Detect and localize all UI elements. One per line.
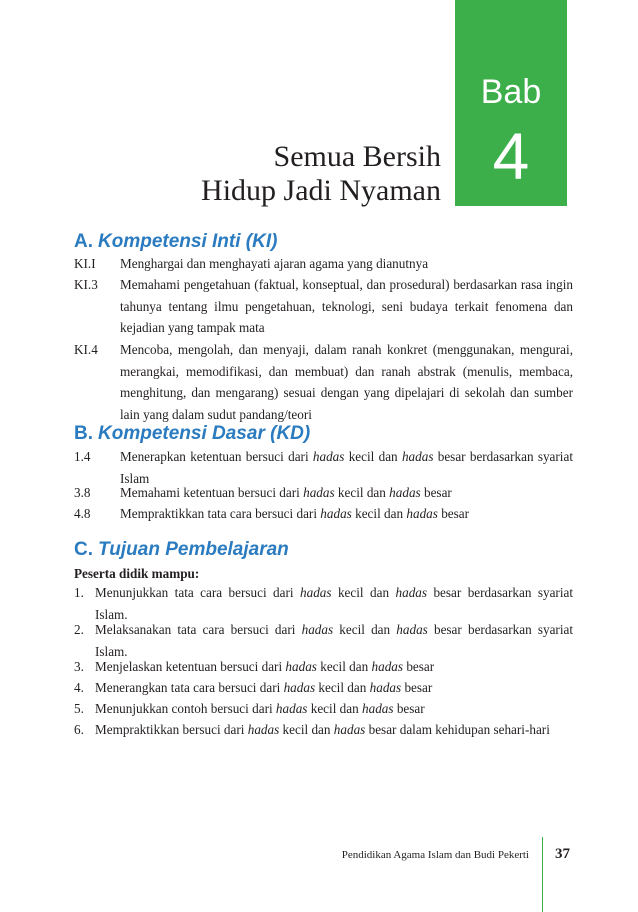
item-text: Memahami pengetahuan (faktual, konseptual, dan prosedural) berdasarkan rasa ingin tahunya tentang ilmu pengetahuan, teknologi, seni budaya terkait fenomena dan kejadian yang tampak mata bbox=[120, 277, 573, 335]
term-hadas: hadas bbox=[396, 622, 428, 637]
section-title: Tujuan Pembelajaran bbox=[98, 539, 289, 560]
list-item bbox=[74, 274, 573, 339]
term-hadas: hadas bbox=[303, 485, 335, 500]
term-hadas: hadas bbox=[395, 585, 428, 600]
item-code: 1. bbox=[74, 585, 84, 600]
chapter-title-line2: Hidup Jadi Nyaman bbox=[201, 174, 441, 207]
term-hadas: hadas bbox=[301, 622, 334, 637]
section-letter: C. bbox=[74, 539, 93, 560]
item-text: Melaksanakan tata cara bersuci dari hadas kecil dan hadas besar berdasarkan syariat Islam. bbox=[95, 622, 574, 659]
item-code: 3.8 bbox=[74, 485, 91, 500]
chapter-label: Bab bbox=[480, 73, 542, 111]
page-number: 37 bbox=[555, 846, 570, 862]
item-text: Mencoba, mengolah, dan menyaji, dalam ranah konkret (menggunakan, mengurai, merangkai, memodifikasi, dan membuat) dan ranah abstrak (menulis, membaca, menghitung, dan mengarang) sesuai dengan yang dipelajari di sekolah dan sumber lain yang dalam sudut pandang/teori bbox=[120, 342, 573, 422]
item-code: KI.3 bbox=[74, 277, 98, 292]
item-code: 6. bbox=[74, 722, 84, 737]
item-text: Memahami ketentuan bersuci dari hadas kecil dan hadas besar bbox=[120, 485, 452, 500]
term-hadas: hadas bbox=[320, 506, 352, 521]
item-text: Mempraktikkan tata cara bersuci dari hadas kecil dan hadas besar bbox=[120, 506, 470, 521]
list-item bbox=[74, 253, 573, 275]
item-code: 4.8 bbox=[74, 506, 91, 521]
term-hadas: hadas bbox=[283, 680, 316, 695]
section-heading-a bbox=[74, 231, 277, 253]
list-item bbox=[74, 503, 573, 525]
section-title: Kompetensi Dasar (KD) bbox=[98, 423, 311, 444]
item-text: Menunjukkan tata cara bersuci dari hadas kecil dan hadas besar berdasarkan syariat Islam. bbox=[95, 585, 573, 622]
list-item bbox=[74, 698, 573, 720]
section-letter: B. bbox=[74, 423, 93, 444]
term-hadas: hadas bbox=[369, 680, 402, 695]
chapter-title-line1: Semua Bersih bbox=[273, 140, 441, 173]
section-letter: A. bbox=[74, 231, 93, 252]
term-hadas: hadas bbox=[389, 485, 421, 500]
item-text: Mempraktikkan bersuci dari hadas kecil dan hadas besar dalam kehidupan sehari-hari bbox=[95, 722, 550, 737]
item-code: 4. bbox=[74, 680, 84, 695]
term-hadas: hadas bbox=[285, 659, 317, 674]
term-hadas: hadas bbox=[247, 722, 280, 737]
section-heading-b bbox=[74, 423, 310, 445]
item-code: 5. bbox=[74, 701, 84, 716]
term-hadas: hadas bbox=[312, 449, 345, 464]
objectives-intro: Peserta didik mampu: bbox=[74, 566, 200, 581]
item-code: 2. bbox=[74, 622, 84, 637]
list-item bbox=[74, 677, 573, 699]
term-hadas: hadas bbox=[371, 659, 404, 674]
item-text: Menunjukkan contoh bersuci dari hadas kecil dan hadas besar bbox=[95, 701, 425, 716]
term-hadas: hadas bbox=[401, 449, 434, 464]
chapter-badge bbox=[455, 0, 567, 206]
term-hadas: hadas bbox=[406, 506, 438, 521]
term-hadas: hadas bbox=[300, 585, 332, 600]
term-hadas: hadas bbox=[333, 722, 366, 737]
item-text: Menjelaskan ketentuan bersuci dari hadas kecil dan hadas besar bbox=[95, 659, 435, 674]
list-item bbox=[74, 339, 573, 425]
list-item bbox=[74, 719, 573, 741]
list-item bbox=[74, 482, 573, 504]
term-hadas: hadas bbox=[275, 701, 308, 716]
item-text: Menghargai dan menghayati ajaran agama yang dianutnya bbox=[120, 256, 429, 271]
item-text: Menerapkan ketentuan bersuci dari hadas kecil dan hadas besar berdasarkan syariat Islam bbox=[120, 449, 573, 486]
item-code: 1.4 bbox=[74, 449, 91, 464]
section-heading-c bbox=[74, 539, 289, 561]
item-code: KI.I bbox=[74, 256, 96, 271]
list-item bbox=[74, 656, 573, 678]
chapter-number: 4 bbox=[492, 119, 530, 193]
item-text: Menerangkan tata cara bersuci dari hadas kecil dan hadas besar bbox=[95, 680, 433, 695]
chapter-title bbox=[201, 140, 441, 208]
item-code: KI.4 bbox=[74, 342, 98, 357]
term-hadas: hadas bbox=[362, 701, 394, 716]
footer-book-title: Pendidikan Agama Islam dan Budi Pekerti bbox=[341, 849, 529, 861]
item-code: 3. bbox=[74, 659, 84, 674]
section-title: Kompetensi Inti (KI) bbox=[98, 231, 278, 252]
footer-divider bbox=[542, 837, 543, 912]
